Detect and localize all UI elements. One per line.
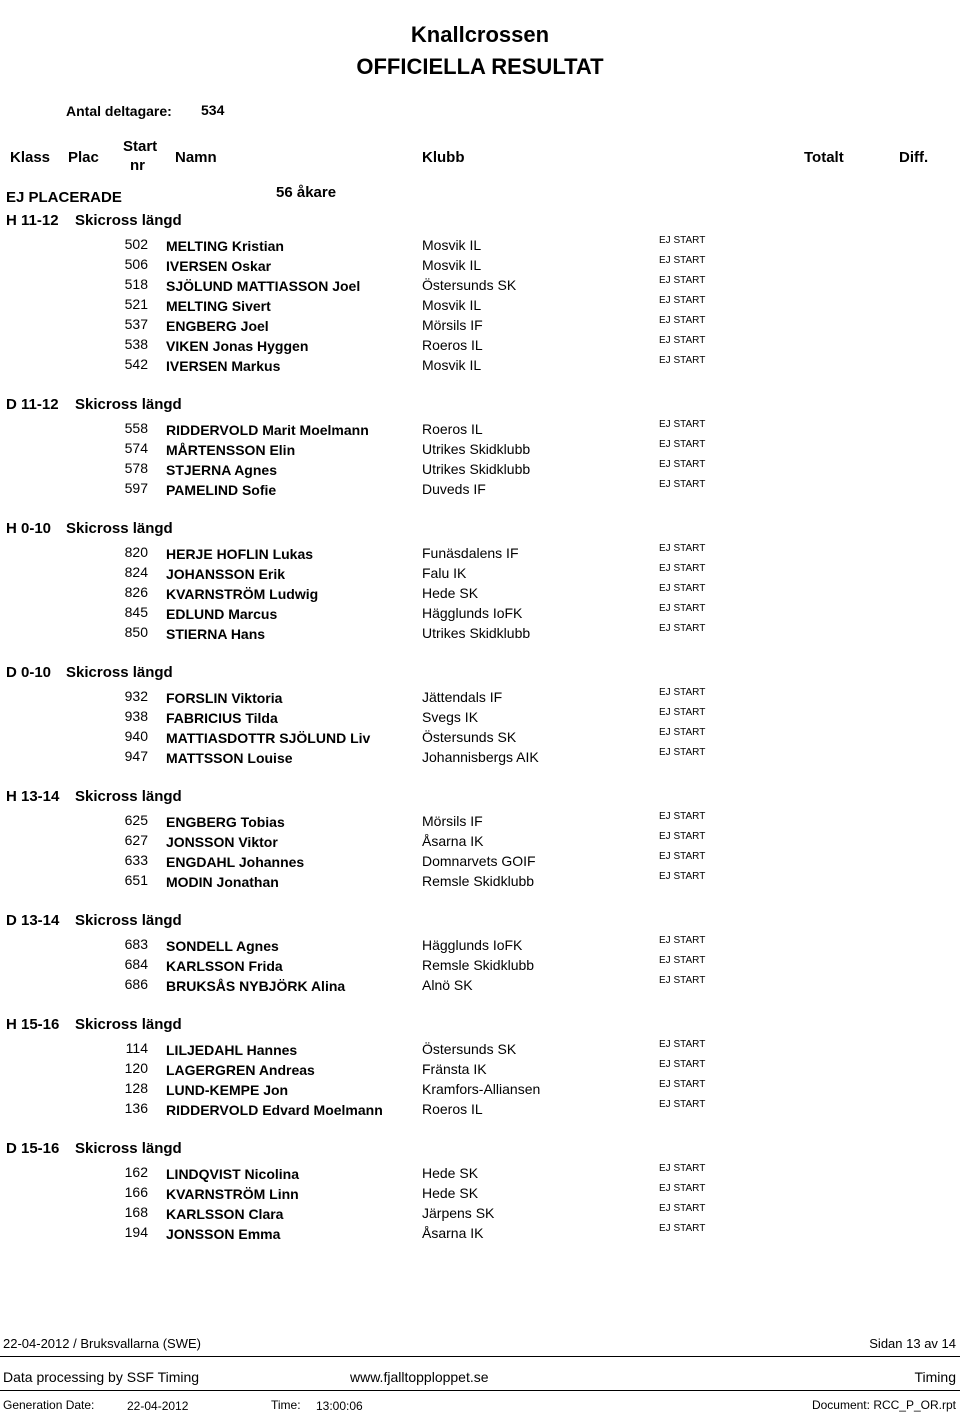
row-status: EJ START <box>659 935 706 946</box>
column-header-diff: Diff. <box>899 149 929 166</box>
footer-website: www.fjalltopploppet.se <box>350 1369 489 1385</box>
row-club: Mosvik IL <box>422 237 482 253</box>
row-name: MODIN Jonathan <box>166 874 279 890</box>
row-name: MATTIASDOTTR SJÖLUND Liv <box>166 730 371 746</box>
row-name: MATTSSON Louise <box>166 750 293 766</box>
row-start-nr: 940 <box>124 728 148 744</box>
row-start-nr: 683 <box>124 936 148 952</box>
row-start-nr: 114 <box>125 1040 148 1056</box>
row-name: FORSLIN Viktoria <box>166 690 283 706</box>
row-status: EJ START <box>659 1163 706 1174</box>
group-count: 56 åkare <box>276 184 337 201</box>
row-start-nr: 128 <box>124 1080 148 1096</box>
row-start-nr: 597 <box>124 480 148 496</box>
row-start-nr: 162 <box>124 1164 148 1180</box>
section-discipline: Skicross längd <box>75 1140 182 1157</box>
row-club: Östersunds SK <box>422 277 517 293</box>
row-status: EJ START <box>659 479 706 490</box>
row-status: EJ START <box>659 335 706 346</box>
row-status: EJ START <box>659 543 706 554</box>
column-header-plac: Plac <box>68 149 99 166</box>
row-start-nr: 574 <box>124 440 148 456</box>
row-club: Roeros IL <box>422 1101 483 1117</box>
participants-label: Antal deltagare: <box>66 103 172 119</box>
section-klass: H 0-10 <box>6 520 52 537</box>
row-name: KVARNSTRÖM Linn <box>166 1186 299 1202</box>
row-club: Johannisbergs AIK <box>422 749 539 765</box>
footer-data-processing: Data processing by SSF Timing <box>3 1369 200 1385</box>
row-status: EJ START <box>659 583 706 594</box>
row-name: MELTING Sivert <box>166 298 271 314</box>
section-discipline: Skicross längd <box>75 1016 182 1033</box>
row-name: PAMELIND Sofie <box>166 482 277 498</box>
row-name: JONSSON Viktor <box>166 834 278 850</box>
column-header-start: Start <box>123 138 158 155</box>
row-name: STJERNA Agnes <box>166 462 277 478</box>
row-club: Utrikes Skidklubb <box>422 625 531 641</box>
row-club: Östersunds SK <box>422 729 517 745</box>
row-club: Hede SK <box>422 1185 479 1201</box>
row-club: Domnarvets GOIF <box>422 853 536 869</box>
row-start-nr: 168 <box>124 1204 148 1220</box>
row-club: Fränsta IK <box>422 1061 487 1077</box>
row-start-nr: 502 <box>124 236 148 252</box>
row-start-nr: 194 <box>124 1224 148 1240</box>
row-club: Duveds IF <box>422 481 486 497</box>
section-discipline: Skicross längd <box>75 912 182 929</box>
section-klass: D 13-14 <box>6 912 60 929</box>
row-status: EJ START <box>659 275 706 286</box>
section-discipline: Skicross längd <box>75 212 182 229</box>
row-club: Hägglunds IoFK <box>422 937 523 953</box>
row-club: Kramfors-Alliansen <box>422 1081 541 1097</box>
row-start-nr: 684 <box>124 956 148 972</box>
section-klass: H 13-14 <box>6 788 60 805</box>
row-name: ENGBERG Tobias <box>166 814 285 830</box>
row-club: Hede SK <box>422 1165 479 1181</box>
row-status: EJ START <box>659 707 706 718</box>
row-name: EDLUND Marcus <box>166 606 278 622</box>
row-status: EJ START <box>659 727 706 738</box>
row-name: IVERSEN Markus <box>166 358 281 374</box>
row-status: EJ START <box>659 295 706 306</box>
row-name: KVARNSTRÖM Ludwig <box>166 586 319 602</box>
section-klass: D 15-16 <box>6 1140 60 1157</box>
page-title: Knallcrossen <box>410 22 550 47</box>
row-start-nr: 136 <box>124 1100 148 1116</box>
footer-time-label: Time: <box>271 1398 301 1412</box>
row-status: EJ START <box>659 1223 706 1234</box>
row-start-nr: 521 <box>124 296 148 312</box>
row-club: Åsarna IK <box>422 833 484 849</box>
row-start-nr: 538 <box>124 336 148 352</box>
row-club: Falu IK <box>422 565 467 581</box>
row-name: STIERNA Hans <box>166 626 266 642</box>
footer-divider-top <box>0 1356 960 1357</box>
section-discipline: Skicross längd <box>75 396 182 413</box>
group-label: EJ PLACERADE <box>6 189 122 206</box>
row-club: Östersunds SK <box>422 1041 517 1057</box>
row-start-nr: 938 <box>124 708 148 724</box>
row-club: Mosvik IL <box>422 357 482 373</box>
row-start-nr: 947 <box>124 748 148 764</box>
row-name: LINDQVIST Nicolina <box>166 1166 300 1182</box>
footer-generation-date: 22-04-2012 <box>127 1399 189 1413</box>
row-club: Hägglunds IoFK <box>422 605 523 621</box>
row-start-nr: 651 <box>124 872 148 888</box>
row-start-nr: 537 <box>124 316 148 332</box>
row-status: EJ START <box>659 623 706 634</box>
row-status: EJ START <box>659 235 706 246</box>
row-name: LAGERGREN Andreas <box>166 1062 315 1078</box>
row-name: RIDDERVOLD Marit Moelmann <box>166 422 369 438</box>
row-club: Järpens SK <box>422 1205 495 1221</box>
row-club: Mosvik IL <box>422 257 482 273</box>
row-name: SJÖLUND MATTIASSON Joel <box>166 278 361 294</box>
row-name: LILJEDAHL Hannes <box>166 1042 298 1058</box>
footer-date-place: 22-04-2012 / Bruksvallarna (SWE) <box>3 1336 201 1351</box>
row-name: MELTING Kristian <box>166 238 284 254</box>
column-header-namn: Namn <box>175 149 217 166</box>
row-status: EJ START <box>659 355 706 366</box>
row-start-nr: 633 <box>124 852 148 868</box>
row-club: Mosvik IL <box>422 297 482 313</box>
row-status: EJ START <box>659 871 706 882</box>
row-status: EJ START <box>659 459 706 470</box>
row-start-nr: 120 <box>124 1060 148 1076</box>
row-status: EJ START <box>659 955 706 966</box>
row-status: EJ START <box>659 1183 706 1194</box>
row-start-nr: 625 <box>124 812 148 828</box>
footer-timing: Timing <box>914 1369 956 1385</box>
row-name: KARLSSON Frida <box>166 958 283 974</box>
row-club: Remsle Skidklubb <box>422 873 535 889</box>
footer-time-value: 13:00:06 <box>316 1399 363 1413</box>
row-club: Svegs IK <box>422 709 479 725</box>
column-header-klass: Klass <box>10 149 51 166</box>
row-start-nr: 850 <box>124 624 148 640</box>
row-status: EJ START <box>659 563 706 574</box>
row-status: EJ START <box>659 975 706 986</box>
column-header-klubb: Klubb <box>422 149 465 166</box>
row-start-nr: 558 <box>124 420 148 436</box>
row-start-nr: 542 <box>124 356 148 372</box>
row-name: JONSSON Emma <box>166 1226 281 1242</box>
row-club: Alnö SK <box>422 977 473 993</box>
row-status: EJ START <box>659 1059 706 1070</box>
row-club: Utrikes Skidklubb <box>422 461 531 477</box>
row-name: FABRICIUS Tilda <box>166 710 278 726</box>
row-status: EJ START <box>659 439 706 450</box>
row-status: EJ START <box>659 1079 706 1090</box>
row-start-nr: 845 <box>124 604 148 620</box>
row-name: HERJE HOFLIN Lukas <box>166 546 314 562</box>
participants-count: 534 <box>201 102 225 118</box>
row-name: ENGDAHL Johannes <box>166 854 305 870</box>
row-status: EJ START <box>659 747 706 758</box>
row-club: Hede SK <box>422 585 479 601</box>
footer-generation-label: Generation Date: <box>3 1398 95 1412</box>
row-status: EJ START <box>659 419 706 430</box>
page-subtitle: OFFICIELLA RESULTAT <box>356 54 604 79</box>
row-name: MÅRTENSSON Elin <box>166 442 296 458</box>
row-status: EJ START <box>659 1039 706 1050</box>
row-name: RIDDERVOLD Edvard Moelmann <box>166 1102 383 1118</box>
row-name: JOHANSSON Erik <box>166 566 286 582</box>
row-club: Åsarna IK <box>422 1225 484 1241</box>
row-name: KARLSSON Clara <box>166 1206 284 1222</box>
row-club: Roeros IL <box>422 421 483 437</box>
section-klass: D 0-10 <box>6 664 52 681</box>
row-start-nr: 166 <box>124 1184 148 1200</box>
column-header-nr: nr <box>130 157 145 174</box>
row-status: EJ START <box>659 315 706 326</box>
section-klass: H 15-16 <box>6 1016 60 1033</box>
section-klass: D 11-12 <box>6 396 59 413</box>
row-name: BRUKSÅS NYBJÖRK Alina <box>166 978 346 994</box>
row-start-nr: 826 <box>124 584 148 600</box>
row-start-nr: 820 <box>124 544 148 560</box>
row-club: Mörsils IF <box>422 317 483 333</box>
row-start-nr: 578 <box>124 460 148 476</box>
row-status: EJ START <box>659 1099 706 1110</box>
row-status: EJ START <box>659 603 706 614</box>
row-start-nr: 506 <box>124 256 148 272</box>
section-discipline: Skicross längd <box>75 788 182 805</box>
row-name: VIKEN Jonas Hyggen <box>166 338 309 354</box>
footer-document: Document: RCC_P_OR.rpt <box>811 1398 956 1412</box>
row-name: LUND-KEMPE Jon <box>166 1082 289 1098</box>
row-status: EJ START <box>659 687 706 698</box>
row-start-nr: 518 <box>124 276 148 292</box>
section-klass: H 11-12 <box>6 212 59 229</box>
row-start-nr: 932 <box>124 688 148 704</box>
row-start-nr: 824 <box>124 564 148 580</box>
row-status: EJ START <box>659 831 706 842</box>
footer-page: Sidan 13 av 14 <box>869 1336 956 1351</box>
row-club: Funäsdalens IF <box>422 545 519 561</box>
row-club: Utrikes Skidklubb <box>422 441 531 457</box>
row-club: Mörsils IF <box>422 813 483 829</box>
row-name: IVERSEN Oskar <box>166 258 272 274</box>
row-status: EJ START <box>659 255 706 266</box>
row-name: ENGBERG Joel <box>166 318 269 334</box>
row-status: EJ START <box>659 811 706 822</box>
row-start-nr: 627 <box>124 832 148 848</box>
row-status: EJ START <box>659 1203 706 1214</box>
row-start-nr: 686 <box>124 976 148 992</box>
row-club: Remsle Skidklubb <box>422 957 535 973</box>
row-club: Roeros IL <box>422 337 483 353</box>
column-header-totalt: Totalt <box>804 149 844 166</box>
section-discipline: Skicross längd <box>66 664 173 681</box>
row-name: SONDELL Agnes <box>166 938 279 954</box>
row-status: EJ START <box>659 851 706 862</box>
footer-divider-bottom <box>0 1390 960 1391</box>
row-club: Jättendals IF <box>422 689 503 705</box>
section-discipline: Skicross längd <box>66 520 173 537</box>
